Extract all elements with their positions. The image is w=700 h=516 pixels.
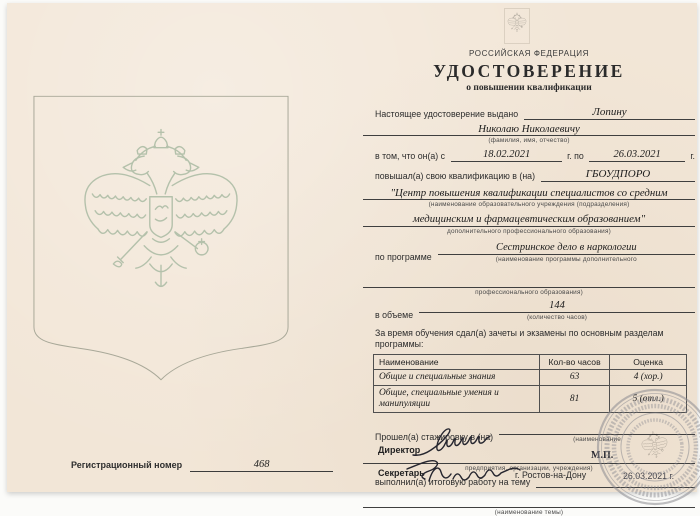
period-prefix-label: в том, что он(а) с bbox=[375, 151, 446, 162]
organization-name-line1: "Центр повышения квалификации специалистов со средним bbox=[363, 187, 695, 200]
date-to-value: 26.03.2021 bbox=[589, 149, 686, 162]
name-caption: (фамилия, имя, отчество) bbox=[488, 137, 570, 145]
program-empty-line bbox=[363, 275, 695, 288]
program-row bbox=[363, 242, 695, 263]
name-patronymic-value: Николаю Николаевичу bbox=[363, 123, 695, 136]
document-title: УДОСТОВЕРЕНИЕ bbox=[433, 61, 625, 81]
director-label: Директор bbox=[378, 445, 421, 455]
issued-to-row bbox=[363, 106, 695, 120]
certificate-paper bbox=[7, 3, 697, 516]
program-label: по программе bbox=[375, 251, 432, 262]
organization-line2 bbox=[363, 213, 695, 234]
exams-intro-text: За время обучения сдал(а) зачеты и экзамены по основным разделам программы: bbox=[375, 328, 664, 350]
organization-short-value: ГБОУДПОРО bbox=[541, 168, 695, 182]
seal-place-label: М.П. bbox=[591, 450, 614, 461]
organization-line1 bbox=[363, 187, 695, 208]
table-row bbox=[374, 369, 687, 385]
header-emblem bbox=[504, 8, 530, 44]
watermark-shield bbox=[32, 91, 290, 387]
period-row bbox=[363, 149, 695, 162]
thesis-label: выполнил(а) итоговую работу на тему bbox=[375, 476, 531, 487]
period-mid-label: г. по bbox=[567, 151, 584, 162]
grades-row1-name: Общие и специальные знания bbox=[374, 369, 540, 385]
grades-row1-hours: 63 bbox=[539, 369, 609, 385]
issue-date: 26.03.2021 г. bbox=[623, 471, 675, 481]
registration-number-row bbox=[71, 459, 333, 472]
issued-to-label: Настоящее удостоверение выдано bbox=[375, 108, 519, 119]
organization-caption2: дополнительного профессионального образования) bbox=[447, 227, 611, 235]
internship-caption1: (наименование bbox=[573, 435, 622, 443]
program-caption2: профессионального образования) bbox=[475, 289, 583, 297]
program-continuation-line bbox=[363, 275, 695, 296]
organization-caption1: (наименование образовательного учреждения (подразделения) bbox=[428, 201, 630, 209]
grades-header-hours: Кол-во часов bbox=[539, 354, 609, 369]
registration-number-value: 468 bbox=[190, 459, 333, 472]
volume-row bbox=[363, 300, 695, 321]
grades-header-grade: Оценка bbox=[610, 354, 687, 369]
grades-row2-name: Общие, специальные умения и манипуляции bbox=[374, 385, 540, 413]
city-label: г. Ростов-на-Дону bbox=[515, 470, 587, 480]
qualification-row bbox=[363, 168, 695, 182]
internship-label: Прошел(а) стажировку в (на) bbox=[375, 431, 494, 442]
surname-value: Лопину bbox=[524, 106, 695, 120]
document-subtitle: о повышении квалификации bbox=[466, 83, 592, 93]
registration-number-label: Регистрационный номер bbox=[71, 459, 183, 470]
secretary-label: Секретарь bbox=[378, 468, 425, 478]
volume-label: в объеме bbox=[375, 310, 414, 321]
program-value: Сестринское дело в наркологии bbox=[438, 242, 695, 255]
grades-header-row bbox=[374, 354, 687, 369]
volume-value: 144 bbox=[419, 300, 695, 313]
grades-row2-grade: 5 (отл.) bbox=[610, 385, 687, 413]
round-seal-stamp bbox=[593, 385, 700, 509]
grades-header-name: Наименование bbox=[374, 354, 540, 369]
internship-caption2: предприятия, организации, учреждения) bbox=[465, 464, 593, 472]
coat-of-arms-watermark bbox=[85, 130, 237, 287]
volume-caption: (количество часов) bbox=[526, 314, 588, 322]
grades-row1-grade: 4 (хор.) bbox=[610, 369, 687, 385]
coat-of-arms-icon bbox=[507, 11, 527, 37]
program-caption1: (наименование программы дополнительного bbox=[495, 255, 637, 263]
country-name: РОССИЙСКАЯ ФЕДЕРАЦИЯ bbox=[469, 49, 589, 58]
date-from-value: 18.02.2021 bbox=[451, 149, 562, 162]
qualification-label: повышал(а) свою квалификацию в (на) bbox=[375, 170, 536, 181]
name-row bbox=[363, 123, 695, 144]
organization-name-line2: медицинским и фармацевтическим образованием" bbox=[363, 213, 695, 226]
period-suffix-label: г. bbox=[690, 151, 695, 162]
grades-row2-hours: 81 bbox=[539, 385, 609, 413]
thesis-caption: (наименование темы) bbox=[494, 509, 564, 516]
